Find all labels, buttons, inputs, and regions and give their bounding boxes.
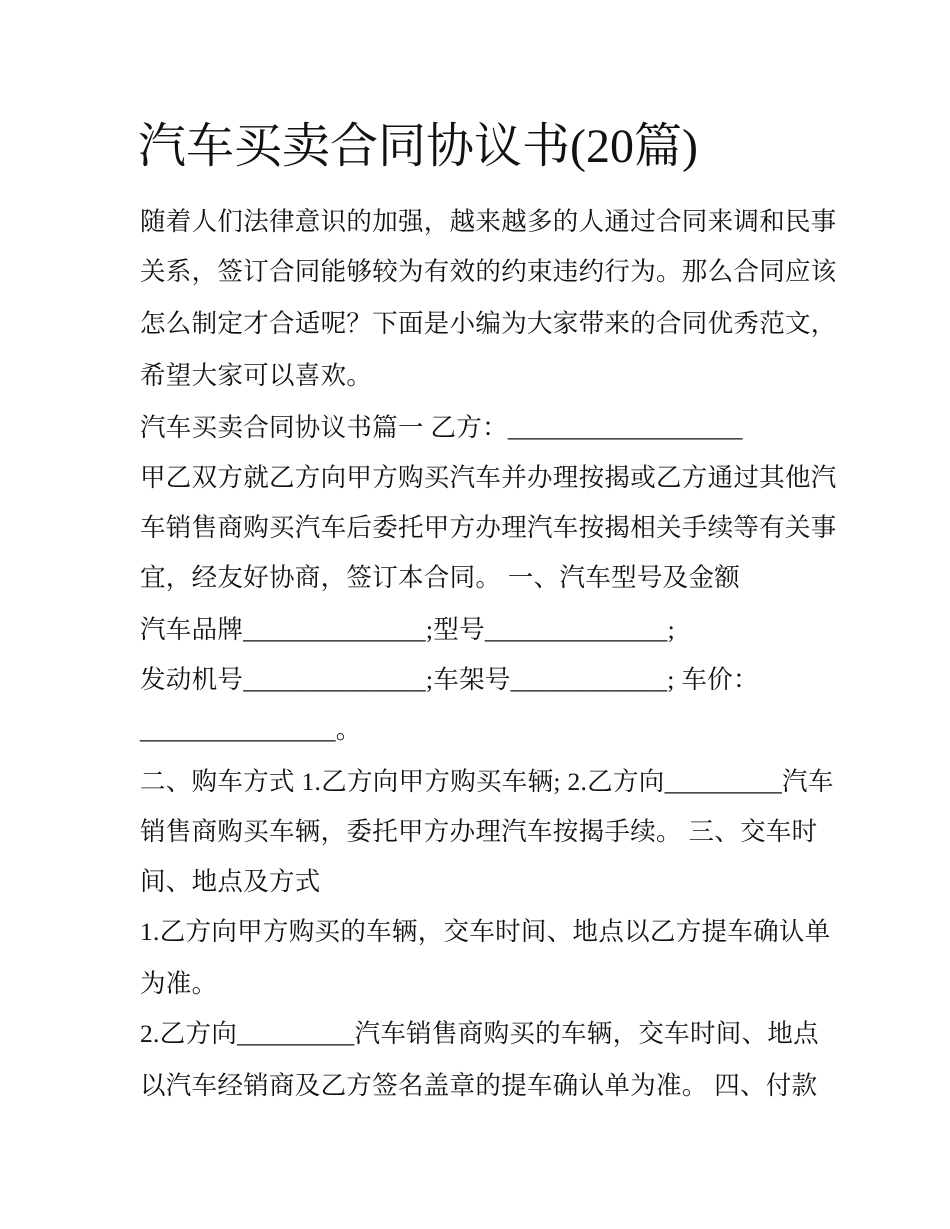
body-line: 销售商购买车辆，委托甲方办理汽车按揭手续。 三、交车时 (140, 817, 818, 846)
document-title: 汽车买卖合同协议书(20篇) (138, 120, 698, 173)
body-line: 汽车品牌______________;型号______________; (140, 615, 675, 644)
body-line: 甲乙双方就乙方向甲方购买汽车并办理按揭或乙方通过其他汽 (140, 463, 837, 492)
body-line: 怎么制定才合适呢？下面是小编为大家带来的合同优秀范文， (140, 309, 837, 338)
body-line: 以汽车经销商及乙方签名盖章的提车确认单为准。 四、付款 (140, 1071, 818, 1100)
body-line: 汽车买卖合同协议书篇一 乙方：__________________ (140, 413, 743, 442)
body-line: 1.乙方向甲方购买的车辆，交车时间、地点以乙方提车确认单 (140, 917, 831, 946)
body-line: 2.乙方向_________汽车销售商购买的车辆，交车时间、地点 (140, 1019, 819, 1048)
body-line: 车销售商购买汽车后委托甲方办理汽车按揭相关手续等有关事 (140, 513, 837, 542)
body-line: 为准。 (140, 969, 218, 998)
body-line: 希望大家可以喜欢。 (140, 361, 373, 390)
body-line: 关系，签订合同能够较为有效的约束违约行为。那么合同应该 (140, 257, 837, 286)
body-line: 二、购车方式 1.乙方向甲方购买车辆; 2.乙方向_________汽车 (140, 767, 834, 796)
body-line: _______________。 (140, 715, 362, 744)
body-line: 间、地点及方式 (140, 867, 321, 896)
body-line: 随着人们法律意识的加强，越来越多的人通过合同来调和民事 (140, 207, 837, 236)
body-line: 宜，经友好协商，签订本合同。 一、汽车型号及金额 (140, 563, 741, 592)
body-line: 发动机号______________;车架号____________; 车价： (140, 665, 759, 694)
